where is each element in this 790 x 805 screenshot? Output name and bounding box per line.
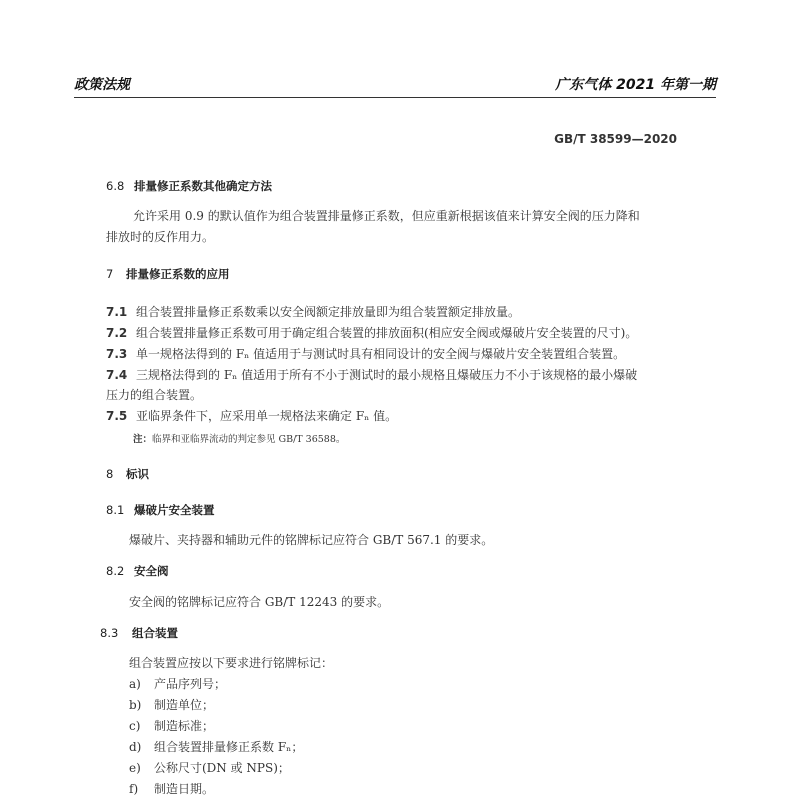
heading-title: 排量修正系数的应用: [126, 267, 230, 281]
list-item: [129, 696, 214, 713]
note-text: 临界和亚临界流动的判定参见 GB/T 36588。: [152, 434, 346, 445]
clause-7-3: [106, 345, 625, 362]
clause-7-5: [106, 407, 397, 424]
list-item-label: d): [129, 740, 142, 754]
paragraph-8-2: 安全阀的铭牌标记应符合 GB/T 12243 的要求。: [129, 595, 390, 609]
list-item-label: a): [129, 677, 141, 691]
heading-7: [106, 266, 230, 282]
clause-number: 7.4: [106, 368, 128, 382]
standard-number: GB/T 38599—2020: [554, 132, 677, 146]
header-rule: [74, 97, 716, 98]
paragraph-8-1: 爆破片、夹持器和辅助元件的铭牌标记应符合 GB/T 567.1 的要求。: [129, 533, 494, 547]
list-item: [129, 738, 303, 755]
list-item: [129, 780, 214, 797]
heading-number: 8.2: [106, 564, 125, 578]
heading-number: 7: [106, 267, 114, 281]
heading-title: 爆破片安全装置: [134, 503, 215, 517]
list-item: [129, 759, 290, 776]
clause-number: 7.3: [106, 347, 128, 361]
list-item-text: 组合装置排量修正系数 Fₙ；: [154, 740, 304, 754]
heading-title: 组合装置: [132, 626, 178, 640]
clause-number: 7.1: [106, 305, 128, 319]
list-item-text: 产品序列号；: [154, 677, 227, 691]
list-item-text: 公称尺寸(DN 或 NPS)；: [154, 761, 290, 775]
list-item-label: b): [129, 698, 142, 712]
list-item-label: c): [129, 719, 141, 733]
list-item-text: 制造单位；: [154, 698, 215, 712]
list-item-label: e): [129, 761, 141, 775]
clause-number: 7.5: [106, 409, 128, 423]
heading-6-8: [106, 178, 272, 194]
clause-text: 三规格法得到的 Fₙ 值适用于所有不小于测试时的最小规格且爆破压力不小于该规格的最小爆破: [136, 368, 638, 382]
clause-text: 亚临界条件下，应采用单一规格法来确定 Fₙ 值。: [136, 409, 398, 423]
heading-number: 8.3: [100, 626, 119, 640]
clause-7-2: [106, 324, 637, 341]
paragraph-6-8-line2: 排放时的反作用力。: [106, 230, 215, 244]
clause-text: 组合装置排量修正系数可用于确定组合装置的排放面积(相应安全阀或爆破片安全装置的尺寸)。: [136, 326, 638, 340]
heading-number: 6.8: [106, 179, 125, 193]
heading-title: 标识: [126, 467, 149, 481]
clause-text: 单一规格法得到的 Fₙ 值适用于与测试时具有相同设计的安全阀与爆破片安全装置组合装置。: [136, 347, 626, 361]
list-item: [129, 717, 214, 734]
clause-7-1: [106, 303, 520, 320]
clause-7-4: [106, 366, 637, 383]
list-item-text: 制造标准；: [154, 719, 215, 733]
list-item-text: 制造日期。: [154, 782, 215, 796]
heading-number: 8: [106, 467, 114, 481]
paragraph-8-3-intro: 组合装置应按以下要求进行铭牌标记：: [129, 656, 334, 670]
clause-7-4-continuation: 压力的组合装置。: [106, 388, 203, 402]
heading-8-1: [106, 502, 215, 518]
header-section-title: 政策法规: [74, 77, 130, 93]
list-item: [129, 675, 226, 692]
heading-8-3: [100, 625, 178, 641]
note-label: 注：: [133, 434, 153, 445]
header-journal-issue: 广东气体 2021 年第一期: [555, 77, 716, 93]
heading-number: 8.1: [106, 503, 125, 517]
heading-title: 排量修正系数其他确定方法: [134, 179, 272, 193]
note: [133, 431, 345, 445]
list-item-label: f): [129, 782, 139, 796]
heading-8-2: [106, 563, 169, 579]
clause-text: 组合装置排量修正系数乘以安全阀额定排放量即为组合装置额定排放量。: [136, 305, 521, 319]
clause-number: 7.2: [106, 326, 128, 340]
heading-8: [106, 466, 149, 482]
paragraph-6-8-line1: 允许采用 0.9 的默认值作为组合装置排量修正系数，但应重新根据该值来计算安全阀的压力降和: [133, 209, 640, 223]
heading-title: 安全阀: [134, 564, 169, 578]
